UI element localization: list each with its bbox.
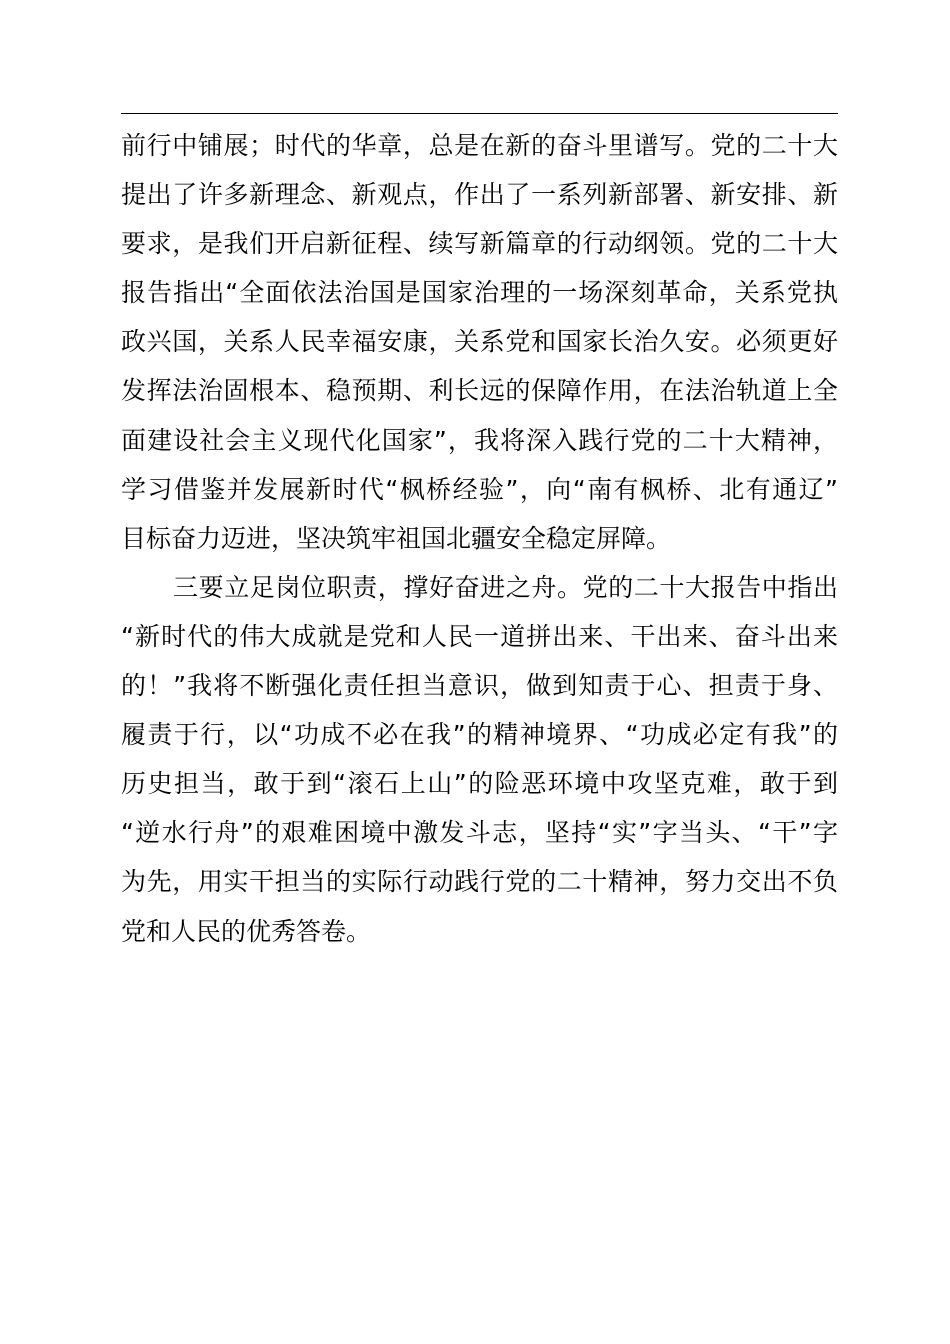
text-line: 报告指出“全面依法治国是国家治理的一场深刻革命，关系党执 — [121, 278, 838, 308]
text-line: 为先，用实干担当的实际行动践行党的二十精神，努力交出不负 — [121, 867, 838, 897]
text-line: 目标奋力迈进，坚决筑牢祖国北疆安全稳定屏障。 — [121, 523, 672, 553]
header-rule — [121, 113, 838, 114]
text-line: 历史担当，敢于到“滚石上山”的险恶环境中攻坚克难，敢于到 — [121, 769, 838, 799]
text-line: 政兴国，关系人民幸福安康，关系党和国家长治久安。必须更好 — [121, 327, 838, 357]
text-line: 党和人民的优秀答卷。 — [121, 916, 372, 946]
paragraph — [121, 121, 838, 563]
text-line: 学习借鉴并发展新时代“枫桥经验”，向“南有枫桥、北有通辽” — [121, 474, 838, 504]
text-line: 前行中铺展；时代的华章，总是在新的奋斗里谱写。党的二十大 — [121, 131, 838, 160]
text-line: 的！”我将不断强化责任担当意识，做到知责于心、担责于身、 — [121, 671, 838, 701]
text-line: “新时代的伟大成就是党和人民一道拼出来、干出来、奋斗出来 — [121, 621, 838, 651]
text-line: “逆水行舟”的艰难困境中激发斗志，坚持“实”字当头、“干”字 — [121, 818, 838, 848]
text-line: 要求，是我们开启新征程、续写新篇章的行动纲领。党的二十大 — [121, 229, 838, 259]
text-line: 三要立足岗位职责，撑好奋进之舟。党的二十大报告中指出 — [173, 572, 838, 602]
text-line: 提出了许多新理念、新观点，作出了一系列新部署、新安排、新 — [121, 180, 838, 210]
paragraph — [121, 563, 838, 956]
text-line: 发挥法治固根本、稳预期、利长远的保障作用，在法治轨道上全 — [121, 376, 838, 406]
document-body — [121, 121, 838, 956]
text-line: 面建设社会主义现代化国家”，我将深入践行党的二十大精神， — [121, 425, 838, 455]
text-line: 履责于行，以“功成不必在我”的精神境界、“功成必定有我”的 — [121, 720, 838, 750]
